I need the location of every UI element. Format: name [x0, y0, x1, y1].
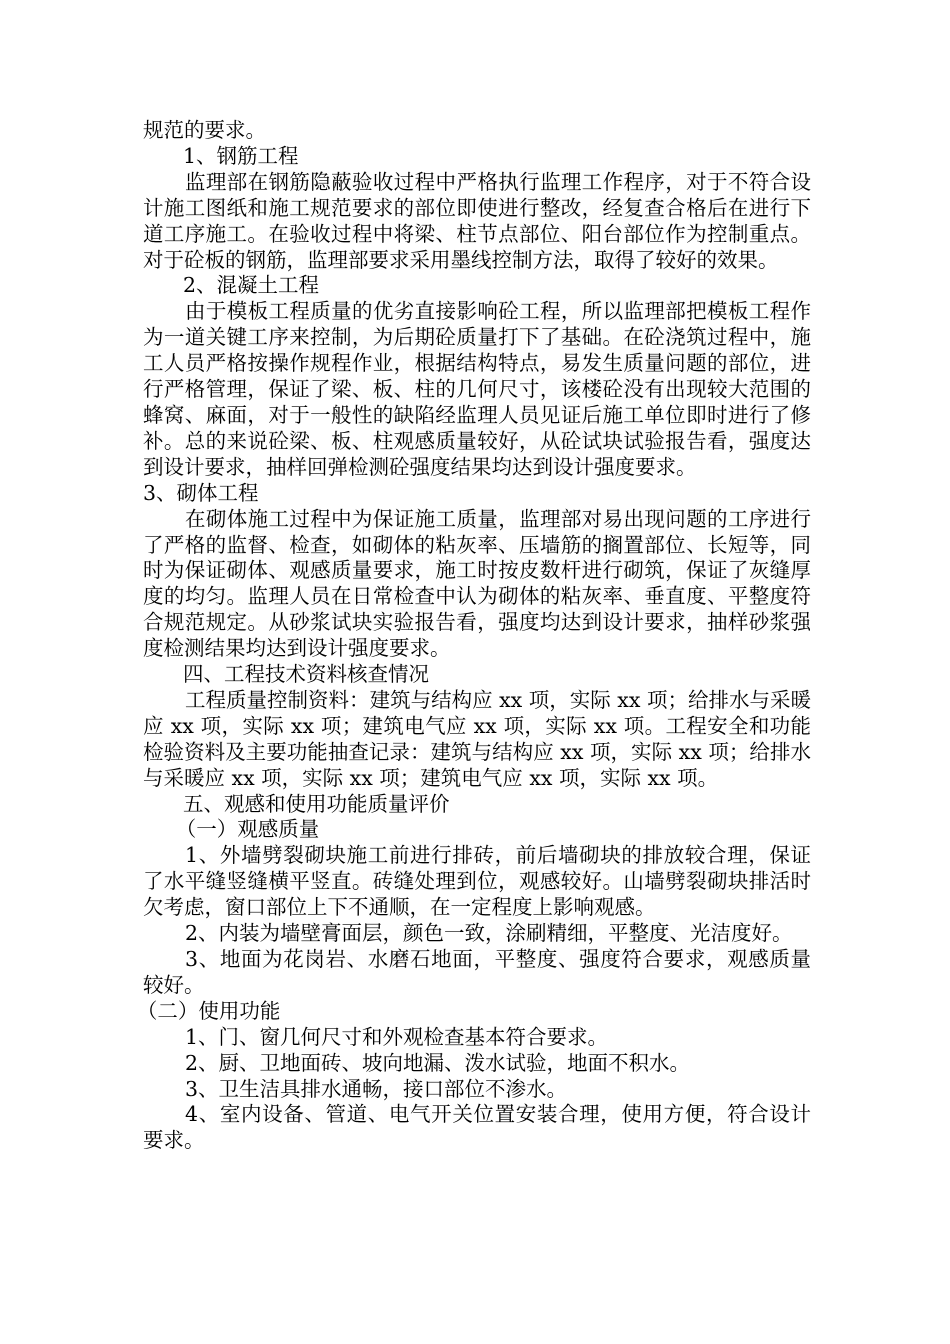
paragraph-concrete: 由于模板工程质量的优劣直接影响砼工程，所以监理部把模板工程作为一道关键工序来控制，为后期砼质量打下了基础。在砼浇筑过程中，施工人员严格按操作规程作业，根据结构特点，易发生质量问题的部位，进行严格管理，保证了梁、板、柱的几何尺寸，该楼砼没有出现较大范围的蜂窝、麻面，对于一般性的缺陷经监理人员见证后施工单位即时进行了修补。总的来说砼梁、板、柱观感质量较好，从砼试块试验报告看，强度达到设计要求，抽样回弹检测砼强度结果均达到设计强度要求。 — [143, 299, 811, 479]
list-item-function-2: 2、厨、卫地面砖、坡向地漏、泼水试验，地面不积水。 — [185, 1050, 691, 1075]
heading-rebar-works: 1、钢筋工程 — [182, 143, 299, 168]
list-item-function-3: 3、卫生洁具排水通畅，接口部位不渗水。 — [185, 1076, 568, 1101]
paragraph-rebar: 监理部在钢筋隐蔽验收过程中严格执行监理工作程序，对于不符合设计施工图纸和施工规范要求的部位即使进行整改，经复查合格后在进行下道工序施工。在验收过程中将梁、柱节点部位、阳台部位作为控制重点。对于砼板的钢筋，监理部要求采用墨线控制方法，取得了较好的效果。 — [143, 169, 811, 272]
list-item-function-4: 4、室内设备、管道、电气开关位置安装合理，使用方便，符合设计要求。 — [143, 1102, 811, 1153]
heading-masonry-works: 3、砌体工程 — [143, 480, 259, 505]
document-body — [136, 118, 811, 1154]
list-item-appearance-1: 1、外墙劈裂砌块施工前进行排砖，前后墙砌块的排放较合理，保证了水平缝竖缝横平竖直。砖缝处理到位，观感较好。山墙劈裂砌块排活时欠考虑，窗口部位上下不通顺，在一定程度上影响观感。 — [143, 843, 811, 920]
heading-technical-documents: 四、工程技术资料核查情况 — [182, 662, 429, 687]
list-item-appearance-3: 3、地面为花岗岩、水磨石地面，平整度、强度符合要求，观感质量较好。 — [143, 947, 811, 997]
list-item-appearance-2: 2、内装为墙壁膏面层，颜色一致，涂刷精细，平整度、光洁度好。 — [185, 921, 793, 946]
paragraph-masonry: 在砌体施工过程中为保证施工质量，监理部对易出现问题的工序进行了严格的监督、检查，如砌体的粘灰率、压墙筋的搁置部位、长短等，同时为保证砌体、观感质量要求，施工时按皮数杆进行砌筑，保证了灰缝厚度的均匀。监理人员在日常检查中认为砌体的粘灰率、垂直度、平整度符合规范规定。从砂浆试块实验报告看，强度均达到设计要求，抽样砂浆强度检测结果均达到设计强度要求。 — [143, 506, 811, 661]
subheading-use-function: （二）使用功能 — [136, 998, 281, 1023]
list-item-function-1: 1、门、窗几何尺寸和外观检查基本符合要求。 — [185, 1024, 609, 1049]
heading-concrete-works: 2、混凝土工程 — [182, 273, 320, 298]
paragraph-technical-documents: 工程质量控制资料：建筑与结构应 xx 项，实际 xx 项；给排水与采暖应 xx 项，实际 xx 项；建筑电气应 xx 项，实际 xx 项。工程安全和功能检验资料及主要功能抽查记录：建筑与结构应 xx 项，实际 xx 项；给排水与采暖应 xx 项，实际 xx 项；建筑电气应 xx 项，实际 xx 项。 — [143, 687, 811, 790]
subheading-appearance-quality: （一）观感质量 — [175, 817, 320, 842]
paragraph-continuation: 规范的要求。 — [143, 118, 266, 142]
heading-quality-evaluation: 五、观感和使用功能质量评价 — [182, 791, 450, 816]
